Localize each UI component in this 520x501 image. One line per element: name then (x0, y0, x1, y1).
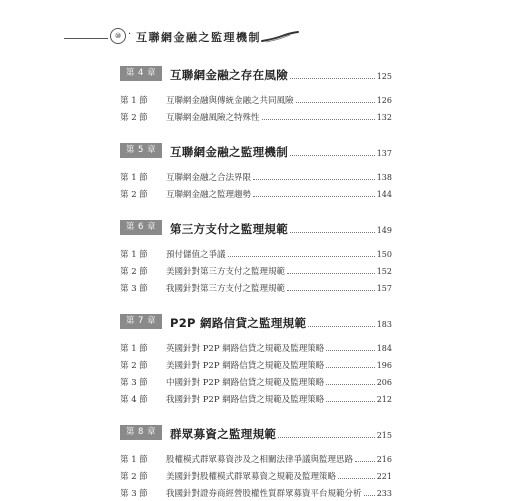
section-number: 第 2 節 (120, 472, 148, 482)
header-rule (64, 38, 108, 39)
dot-leader (290, 155, 375, 156)
chapter-entry[interactable] (120, 64, 392, 84)
chapter-badge: 第 4 章 (120, 66, 162, 81)
chapter-badge: 第 5 章 (120, 143, 162, 158)
chapter-entry[interactable] (120, 312, 392, 332)
dot-leader (364, 495, 375, 496)
section-entry[interactable] (120, 111, 392, 125)
section-page: 150 (376, 250, 392, 259)
section-number: 第 3 節 (120, 489, 148, 499)
dot-leader (290, 78, 375, 79)
section-number: 第 2 節 (120, 361, 148, 371)
chapter-badge: 第 6 章 (120, 220, 162, 235)
section-entry[interactable] (120, 376, 392, 390)
section-title: 我國針對證券商經營股權性質群眾募資平台規範分析 (166, 489, 362, 499)
section-title: 我國針對第三方支付之監理規範 (166, 284, 286, 294)
section-title: 互聯網金融之監理趨勢 (166, 190, 252, 200)
chapter-title: P2P 網路信貸之監理規範 (170, 316, 307, 330)
section-number: 第 4 節 (120, 395, 148, 405)
dot-leader (287, 273, 375, 274)
chapter-title: 第三方支付之監理規範 (170, 222, 288, 236)
section-entry[interactable] (120, 470, 392, 484)
section-title: 互聯網金融風險之特殊性 (166, 113, 260, 123)
dot-leader (287, 290, 375, 291)
chapter-page: 149 (376, 226, 392, 235)
section-title: 中國針對 P2P 網路信貸之規範及監理策略 (166, 378, 325, 388)
section-entry[interactable] (120, 188, 392, 202)
section-entry[interactable] (120, 282, 392, 296)
dot-leader (253, 179, 375, 180)
section-entry[interactable] (120, 94, 392, 108)
header-dot: · (128, 29, 132, 40)
dot-leader (253, 196, 375, 197)
section-number: 第 2 節 (120, 267, 148, 277)
section-page: 233 (376, 489, 392, 498)
section-entry[interactable] (120, 393, 392, 407)
section-page: 216 (376, 455, 392, 464)
section-number: 第 2 節 (120, 190, 148, 200)
header-page-number: ⑩ (110, 28, 126, 44)
section-page: 157 (376, 284, 392, 293)
running-header (64, 26, 294, 46)
section-entry[interactable] (120, 248, 392, 262)
chapter-badge: 第 8 章 (120, 425, 162, 440)
dot-leader (355, 461, 375, 462)
section-title: 互聯網金融之合法界限 (166, 173, 252, 183)
section-number: 第 1 節 (120, 96, 148, 106)
section-page: 196 (376, 361, 392, 370)
section-number: 第 1 節 (120, 173, 148, 183)
section-entry[interactable] (120, 342, 392, 356)
dot-leader (338, 478, 375, 479)
chapter-title: 互聯網金融之存在風險 (170, 68, 288, 82)
dot-leader (296, 102, 375, 103)
section-number: 第 1 節 (120, 455, 148, 465)
chapter-page: 137 (376, 149, 392, 158)
chapter-entry[interactable] (120, 218, 392, 238)
chapter-entry[interactable] (120, 141, 392, 161)
table-of-contents (120, 64, 392, 501)
section-page: 212 (376, 395, 392, 404)
section-title: 美國針對 P2P 網路信貸之規範及監理策略 (166, 361, 325, 371)
dot-leader (326, 401, 374, 402)
section-entry[interactable] (120, 453, 392, 467)
section-number: 第 3 節 (120, 378, 148, 388)
dot-leader (326, 350, 374, 351)
chapter-page: 125 (376, 72, 392, 81)
section-number: 第 1 節 (120, 250, 148, 260)
chapter-page: 215 (376, 431, 392, 440)
dot-leader (278, 437, 375, 438)
section-entry[interactable] (120, 171, 392, 185)
chapter-page: 183 (376, 320, 392, 329)
section-page: 132 (376, 113, 392, 122)
dot-leader (308, 326, 374, 327)
section-page: 126 (376, 96, 392, 105)
dot-leader (326, 384, 374, 385)
dot-leader (228, 256, 375, 257)
section-entry[interactable] (120, 487, 392, 501)
section-page: 221 (376, 472, 392, 481)
section-title: 互聯網金融與傳統金融之共同風險 (166, 96, 294, 106)
chapter-badge: 第 7 章 (120, 314, 162, 329)
section-title: 英國針對 P2P 網路信貸之規範及監理策略 (166, 344, 325, 354)
section-entry[interactable] (120, 359, 392, 373)
section-page: 152 (376, 267, 392, 276)
dot-leader (326, 367, 374, 368)
chapter-title: 群眾募資之監理規範 (170, 427, 277, 441)
chapter-title: 互聯網金融之監理機制 (170, 145, 288, 159)
dot-leader (290, 232, 375, 233)
section-entry[interactable] (120, 265, 392, 279)
header-book-title: 互聯網金融之監理機制 (136, 31, 261, 44)
section-page: 138 (376, 173, 392, 182)
section-page: 144 (376, 190, 392, 199)
brush-swoosh-icon (260, 30, 300, 44)
section-title: 我國針對 P2P 網路信貸之規範及監理策略 (166, 395, 325, 405)
section-number: 第 3 節 (120, 284, 148, 294)
section-number: 第 1 節 (120, 344, 148, 354)
chapter-entry[interactable] (120, 423, 392, 443)
section-title: 美國針對股權模式群眾募資之規範及監理策略 (166, 472, 337, 482)
section-title: 美國針對第三方支付之監理規範 (166, 267, 286, 277)
section-title: 預付儲值之爭議 (166, 250, 226, 260)
dot-leader (262, 119, 375, 120)
section-number: 第 2 節 (120, 113, 148, 123)
section-page: 184 (376, 344, 392, 353)
section-page: 206 (376, 378, 392, 387)
section-title: 股權模式群眾募資涉及之相關法律爭議與監理思路 (166, 455, 354, 465)
